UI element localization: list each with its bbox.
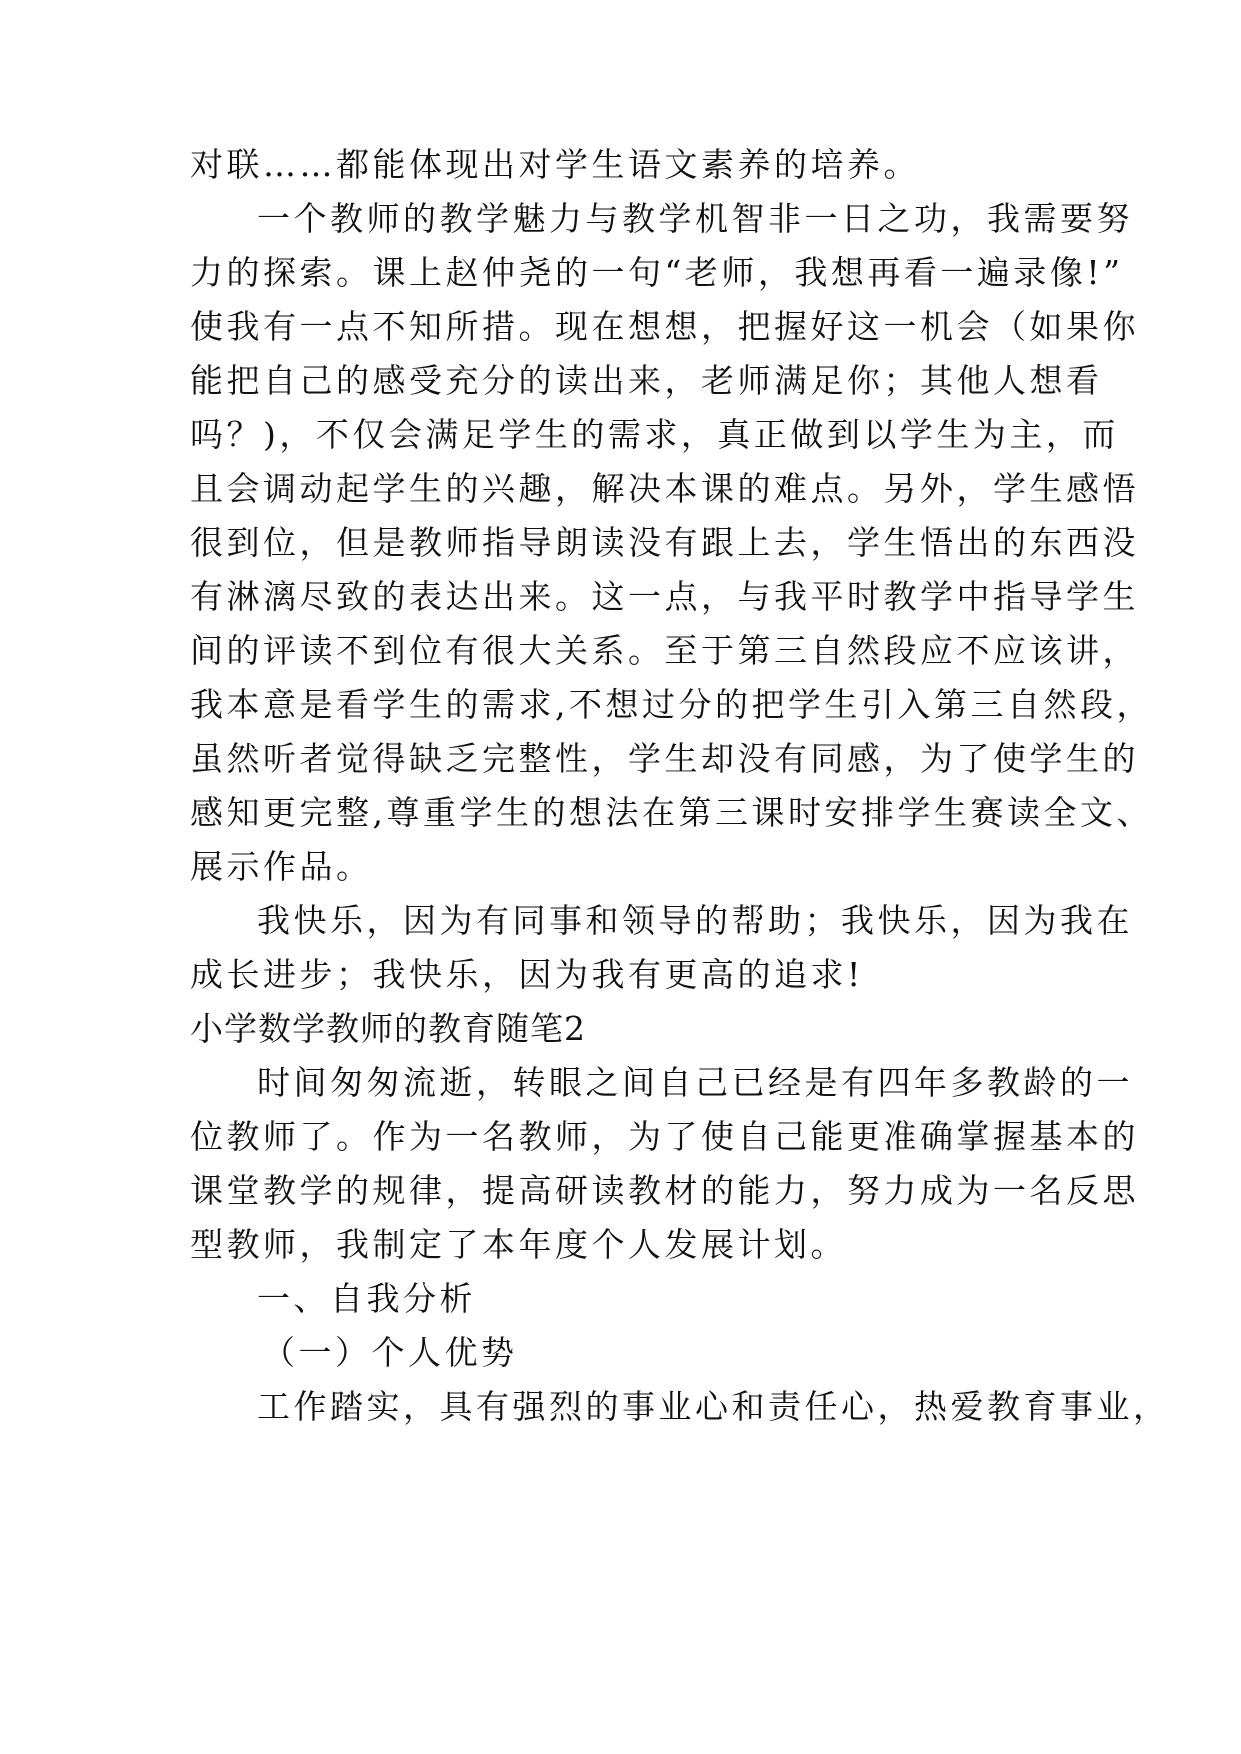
text-line: 展示作品。 <box>190 847 373 886</box>
text-line: 使我有一点不知所措。现在想想，把握好这一机会（如果你 <box>190 307 1139 346</box>
subheading: （一）个人优势 <box>262 1333 518 1372</box>
text-line: 且会调动起学生的兴趣，解决本课的难点。另外，学生感悟 <box>190 469 1139 508</box>
text-line: 感知更完整,尊重学生的想法在第三课时安排学生赛读全文、 <box>190 793 1153 832</box>
paragraph-first-line: 工作踏实，具有强烈的事业心和责任心，热爱教育事业， <box>257 1387 1170 1426</box>
paragraph-first-line: 一个教师的教学魅力与教学机智非一日之功，我需要努 <box>257 199 1133 238</box>
text-line: 课堂教学的规律，提高研读教材的能力，努力成为一名反思 <box>190 1171 1139 1210</box>
text-line: 我本意是看学生的需求,不想过分的把学生引入第三自然段， <box>190 685 1153 724</box>
paragraph-first-line: 时间匆匆流逝，转眼之间自己已经是有四年多教龄的一 <box>257 1063 1133 1102</box>
text-line: 力的探索。课上赵仲尧的一句“老师，我想再看一遍录像!” <box>190 253 1124 292</box>
text-line: 能把自己的感受充分的读出来，老师满足你；其他人想看 <box>190 361 1103 400</box>
text-line: 位教师了。作为一名教师，为了使自己能更准确掌握基本的 <box>190 1117 1139 1156</box>
paragraph-first-line: 我快乐，因为有同事和领导的帮助；我快乐，因为我在 <box>257 901 1133 940</box>
text-line: 很到位，但是教师指导朗读没有跟上去，学生悟出的东西没 <box>190 523 1139 562</box>
subheading: 一、自我分析 <box>257 1279 476 1318</box>
text-line: 虽然听者觉得缺乏完整性，学生却没有同感，为了使学生的 <box>190 739 1139 778</box>
text-line: 成长进步；我快乐，因为我有更高的追求! <box>190 955 864 994</box>
text-line: 间的评读不到位有很大关系。至于第三自然段应不应该讲， <box>190 631 1139 670</box>
text-line: 型教师，我制定了本年度个人发展计划。 <box>190 1225 847 1264</box>
text-line: 吗？)，不仅会满足学生的需求，真正做到以学生为主，而 <box>190 415 1119 454</box>
text-line: 有淋漓尽致的表达出来。这一点，与我平时教学中指导学生 <box>190 577 1139 616</box>
text-line: 对联……都能体现出对学生语文素养的培养。 <box>190 145 920 184</box>
section-heading: 小学数学教师的教育随笔2 <box>190 1009 586 1048</box>
